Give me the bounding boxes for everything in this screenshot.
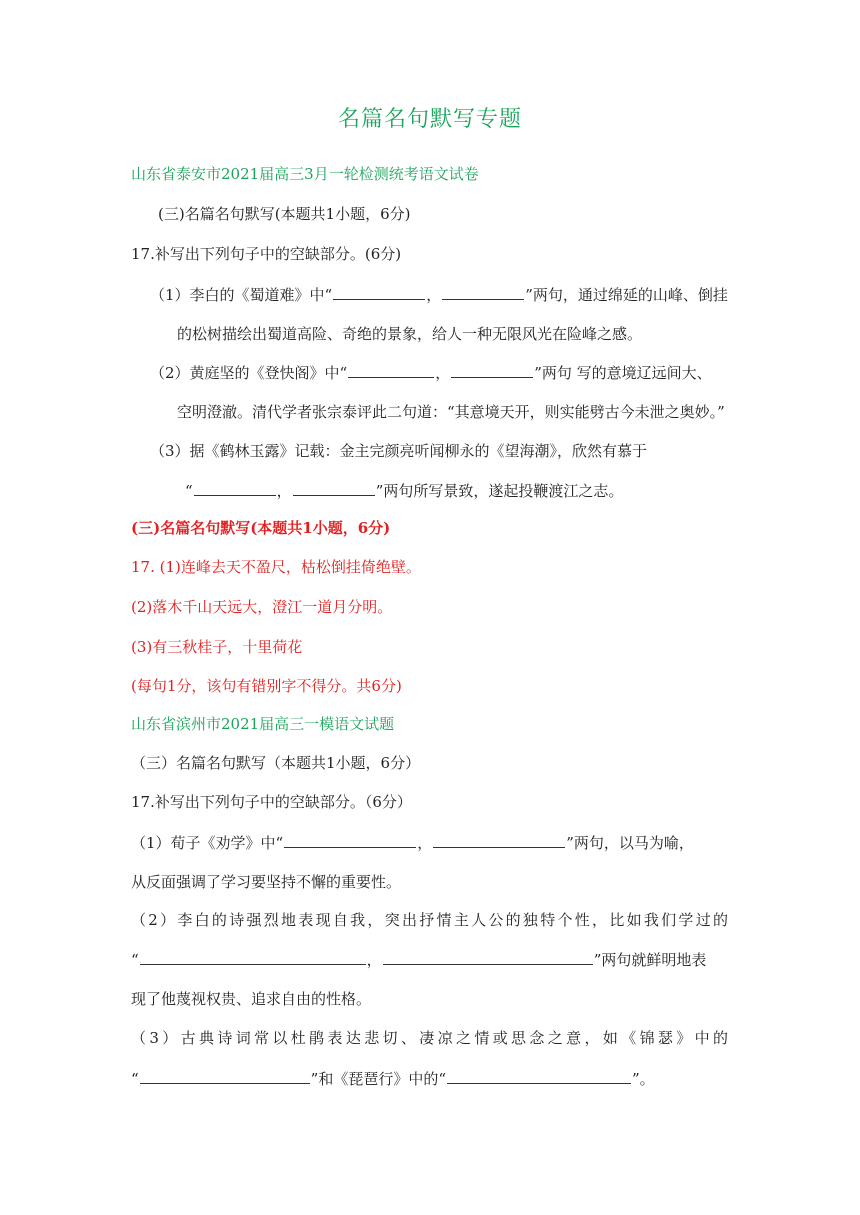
answer-blank[interactable] bbox=[348, 362, 434, 378]
q2-suffix: ”两句就鲜明地表 bbox=[593, 951, 707, 969]
section2-q2-line1: （2）李白的诗强烈地表现自我，突出抒情主人公的独特个性，比如我们学过的 bbox=[131, 911, 728, 929]
blank-separator: ， bbox=[435, 364, 451, 382]
section2-question: 17.补写出下列句子中的空缺部分。（6分） bbox=[131, 793, 412, 811]
section1-q1-line2: 的松树描绘出蜀道高险、奇绝的景象，给人一种无限风光在险峰之感。 bbox=[177, 325, 643, 343]
q3-middle: ”和《琵琶行》中的“ bbox=[310, 1070, 447, 1088]
q2-suffix: ”两句 写的意境辽远间大、 bbox=[534, 364, 712, 382]
section2-heading: （三）名篇名句默写（本题共1小题，6分） bbox=[131, 754, 421, 772]
blank-separator: ， bbox=[276, 482, 292, 500]
answer-blank[interactable] bbox=[442, 284, 524, 300]
section2-q2-line2 bbox=[131, 949, 706, 970]
q1-suffix: ”两句，以马为喻， bbox=[566, 834, 694, 852]
blank-separator: ， bbox=[417, 834, 433, 852]
section1-q3-line2 bbox=[185, 480, 623, 501]
section1-q2-line1 bbox=[150, 362, 712, 383]
answer-blank[interactable] bbox=[451, 362, 533, 378]
section2-q1-line1 bbox=[131, 832, 694, 853]
q1-suffix: ”两句，通过绵延的山峰、倒挂 bbox=[525, 286, 728, 304]
answer-blank[interactable] bbox=[447, 1068, 631, 1084]
answer-3: (3)有三秋桂子，十里荷花 bbox=[131, 638, 303, 656]
section1-q3-line1: （3）据《鹤林玉露》记载：金主完颜亮听闻柳永的《望海潮》，欣然有慕于 bbox=[150, 442, 648, 460]
answer-blank[interactable] bbox=[333, 284, 425, 300]
source-taian: 山东省泰安市2021届高三3月一轮检测统考语文试卷 bbox=[131, 165, 479, 183]
answer-blank[interactable] bbox=[140, 1068, 310, 1084]
answer-blank[interactable] bbox=[293, 480, 375, 496]
answer-2: (2)落木千山天远大，澄江一道月分明。 bbox=[131, 598, 393, 616]
section2-q1-line2: 从反面强调了学习要坚持不懈的重要性。 bbox=[131, 873, 402, 891]
open-quote: “ bbox=[131, 951, 139, 969]
answer-blank[interactable] bbox=[194, 480, 276, 496]
q1-prefix: （1）李白的《蜀道难》中“ bbox=[150, 286, 333, 304]
answer-1: 17. (1)连峰去天不盈尺，枯松倒挂倚绝壁。 bbox=[131, 558, 421, 576]
answer-note: (每句1分，该句有错别字不得分。共6分) bbox=[131, 677, 402, 695]
blank-separator: ， bbox=[366, 951, 382, 969]
q2-prefix: （2）黄庭坚的《登快阁》中“ bbox=[150, 364, 348, 382]
section1-heading: (三)名篇名句默写(本题共1小题，6分) bbox=[158, 205, 411, 223]
answer-blank[interactable] bbox=[433, 832, 565, 848]
section1-q2-line2: 空明澄澈。清代学者张宗泰评此二句道：“其意境天开，则实能劈古今未泄之奥妙。” bbox=[177, 403, 725, 421]
q3-suffix: ”两句所写景致，遂起投鞭渡江之志。 bbox=[375, 482, 624, 500]
page-title: 名篇名句默写专题 bbox=[337, 107, 522, 132]
answer-heading: (三)名篇名句默写(本题共1小题，6分) bbox=[131, 519, 391, 537]
section1-q1-line1 bbox=[150, 284, 728, 305]
section2-q2-line3: 现了他蔑视权贵、追求自由的性格。 bbox=[131, 990, 372, 1008]
answer-blank[interactable] bbox=[383, 949, 593, 965]
q3-suffix: ”。 bbox=[632, 1070, 655, 1088]
section2-q3-line1: （3）古典诗词常以杜鹃表达悲切、凄凉之情或思念之意，如《锦瑟》中的 bbox=[131, 1029, 728, 1047]
answer-blank[interactable] bbox=[140, 949, 366, 965]
open-quote: “ bbox=[185, 482, 193, 500]
open-quote: “ bbox=[131, 1070, 139, 1088]
answer-blank[interactable] bbox=[284, 832, 416, 848]
source-binzhou: 山东省滨州市2021届高三一模语文试题 bbox=[131, 715, 395, 733]
section1-question: 17.补写出下列句子中的空缺部分。(6分) bbox=[131, 245, 402, 263]
blank-separator: ， bbox=[426, 286, 442, 304]
q1-prefix: （1）荀子《劝学》中“ bbox=[131, 834, 284, 852]
section2-q3-line2 bbox=[131, 1068, 655, 1089]
